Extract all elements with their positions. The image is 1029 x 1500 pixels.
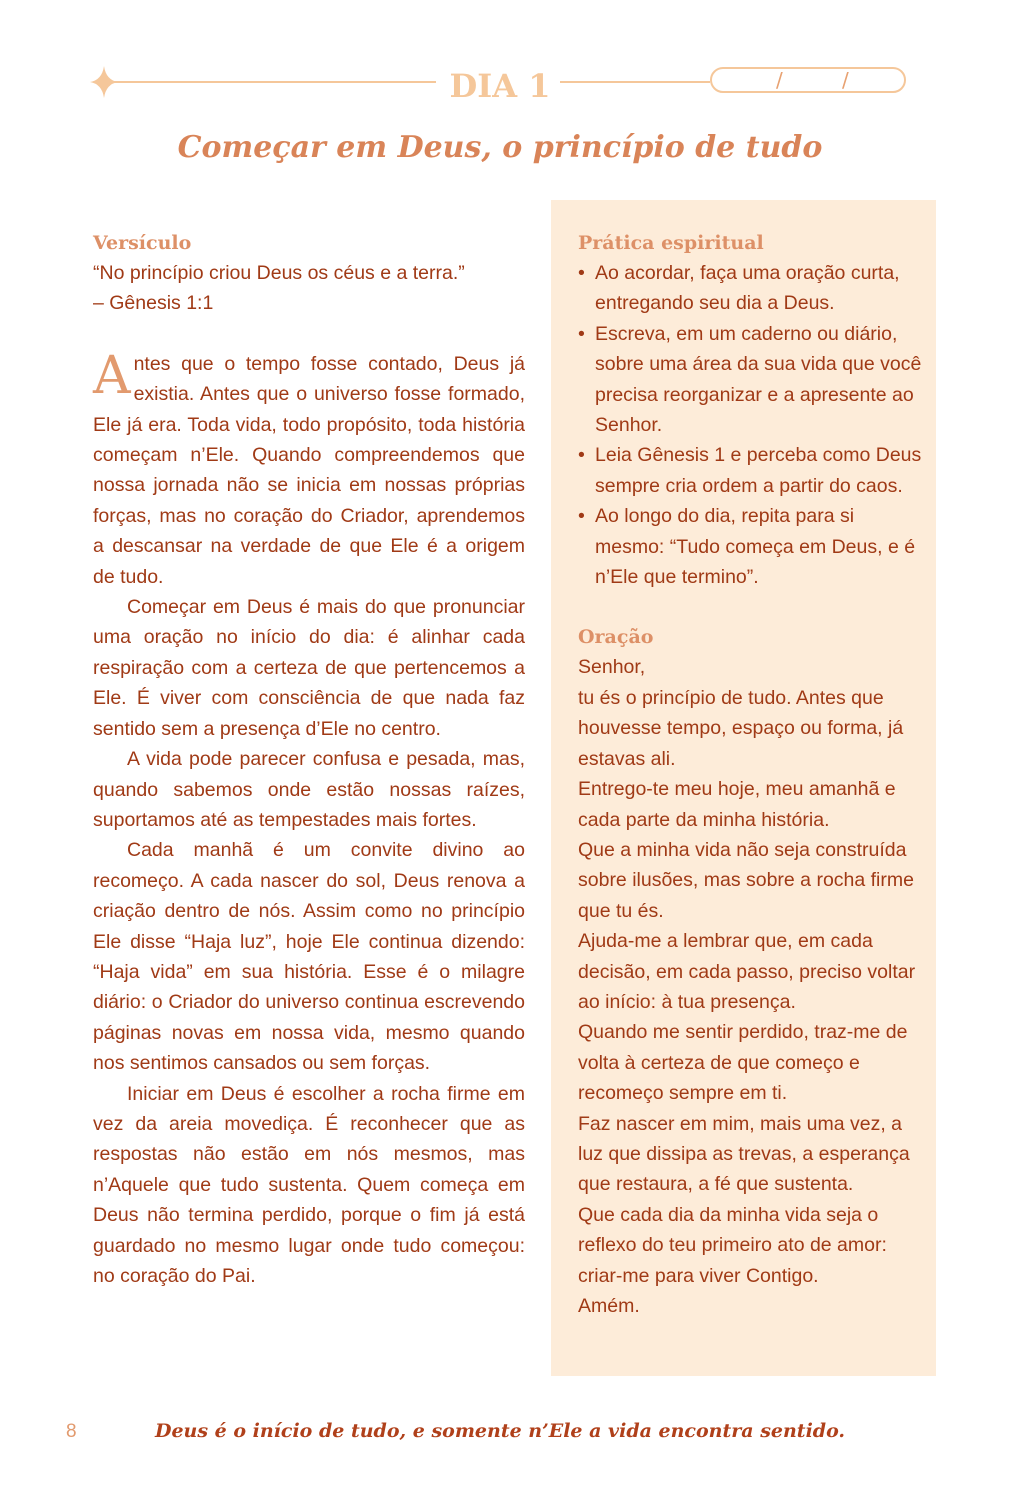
date-separator: / xyxy=(842,68,849,92)
prayer-line: Que cada dia da minha vida seja o reflexo do teu primeiro ato de amor: criar-me para viver Contigo. xyxy=(578,1203,887,1287)
prayer-line: Amém. xyxy=(578,1295,640,1317)
reflection-paragraph-text: ntes que o tempo fosse contado, Deus já existia. Antes que o universo fosse formado, Ele já era. Toda vida, todo propósito, toda história começam n’Ele. Quando compreendemos que nossa jornada não se inicia em nossas próprias forças, mas no coração do Criador, aprendemos a descansar na verdade de que Ele é a origem de tudo. xyxy=(93,352,525,588)
list-item: • Ao longo do dia, repita para si mesmo: “Tudo começa em Deus, e é n’Ele que termino”. xyxy=(578,501,928,592)
verse-text: “No princípio criou Deus os céus e a terra.” xyxy=(93,262,465,284)
bullet-icon: • xyxy=(578,505,585,528)
prayer-line: Que a minha vida não seja construída sobre ilusões, mas sobre a rocha firme que tu és. xyxy=(578,838,914,922)
date-field[interactable] xyxy=(710,67,906,93)
practice-panel xyxy=(578,228,928,1321)
bullet-icon: • xyxy=(578,262,585,284)
day-title: DIA 1 xyxy=(449,67,551,105)
prayer-line: Entrego-te meu hoje, meu amanhã e cada parte da minha história. xyxy=(578,778,896,831)
prayer-line: tu és o princípio de tudo. Antes que houvesse tempo, espaço ou forma, já estavas ali. xyxy=(578,686,904,770)
reflection-paragraph: A vida pode parecer confusa e pesada, mas, quando sabemos onde estão nossas raízes, suportamos até as tempestades mais fortes. xyxy=(93,748,525,831)
reflection-column xyxy=(93,228,525,1291)
bullet-icon: • xyxy=(578,322,585,345)
practice-list xyxy=(578,258,928,592)
prayer-line: Senhor, xyxy=(578,656,646,679)
verse-heading: Versículo xyxy=(93,232,192,254)
footer-quote: Deus é o início de tudo, e somente n’Ele a vida encontra sentido. xyxy=(154,1420,846,1442)
list-item: • Escreva, em um caderno ou diário, sobre uma área da sua vida que você precisa reorganizar e a apresente ao Senhor. xyxy=(578,319,928,441)
page-number: 8 xyxy=(66,1421,77,1442)
prayer-line: Faz nascer em mim, mais uma vez, a luz que dissipa as trevas, a esperança que restaura, a fé que sustenta. xyxy=(578,1112,910,1196)
bullet-icon: • xyxy=(578,444,585,467)
practice-heading: Prática espiritual xyxy=(578,232,764,254)
list-item: • Leia Gênesis 1 e perceba como Deus sempre cria ordem a partir do caos. xyxy=(578,440,928,501)
prayer-line: Ajuda-me a lembrar que, em cada decisão, em cada passo, preciso voltar ao início: à tua presença. xyxy=(578,930,916,1013)
reflection-paragraph xyxy=(93,345,525,592)
reflection-paragraph: Iniciar em Deus é escolher a rocha firme em vez da areia movediça. É reconhecer que as respostas não estão em nós mesmos, mas n’Aquele que tudo sustenta. Quem começa em Deus não termina perdido, porque o fim já está guardado no mesmo lugar onde tudo começou: no coração do Pai. xyxy=(93,1082,525,1287)
page-subtitle: Começar em Deus, o princípio de tudo xyxy=(177,130,823,165)
drop-cap: A xyxy=(93,345,131,406)
reflection-paragraph: Cada manhã é um convite divino ao recomeço. A cada nascer do sol, Deus renova a criação dentro de nós. Assim como no princípio Ele disse “Haja luz”, hoje Ele continua dizendo: “Haja vida” em sua história. Esse é o milagre diário: o Criador do universo continua escrevendo páginas novas em nossa vida, mesmo quando nos sentimos cansados ou sem forças. xyxy=(93,839,525,1075)
reflection-paragraph: Começar em Deus é mais do que pronunciar uma oração no início do dia: é alinhar cada respiração com a certeza de que pertencemos a Ele. É viver com consciência de que nada faz sentido sem a presença d’Ele no centro. xyxy=(93,596,525,740)
prayer-heading: Oração xyxy=(578,626,654,649)
list-item: • Ao acordar, faça uma oração curta, entregando seu dia a Deus. xyxy=(578,258,928,319)
verse-reference: – Gênesis 1:1 xyxy=(93,292,214,315)
date-separator: / xyxy=(776,68,783,92)
prayer-line: Quando me sentir perdido, traz-me de volta à certeza de que começo e recomeço sempre em ti. xyxy=(578,1021,908,1105)
